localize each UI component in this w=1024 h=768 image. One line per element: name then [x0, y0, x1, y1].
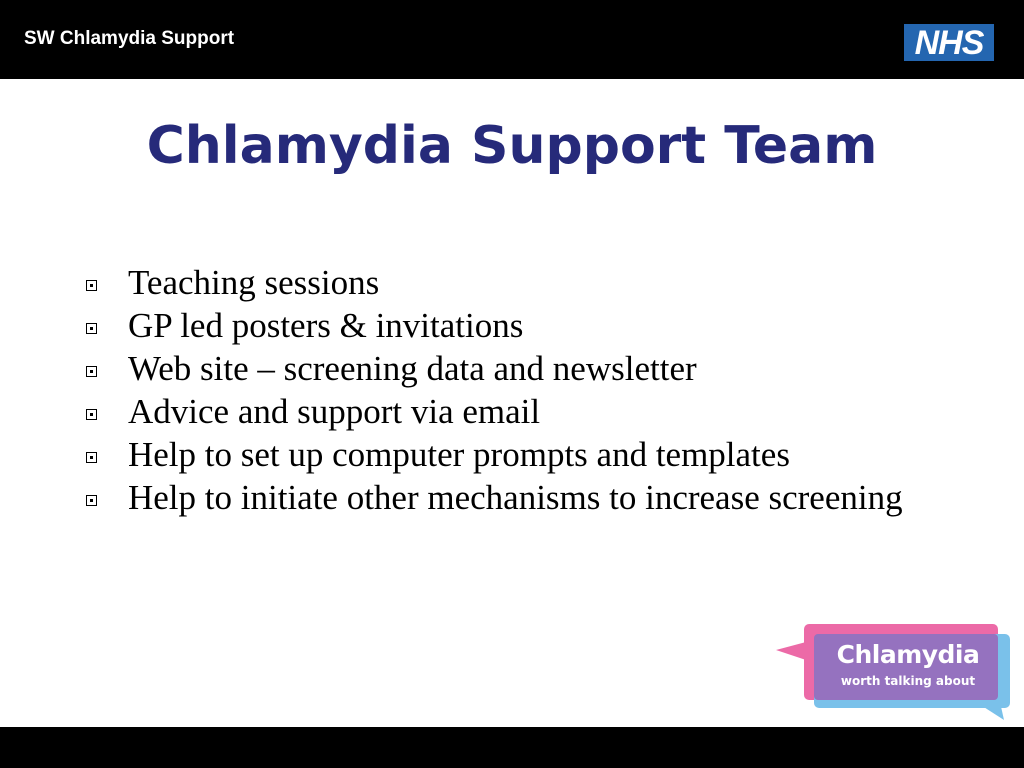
bullet-text: Help to initiate other mechanisms to increase screening [128, 478, 903, 517]
campaign-tagline: worth talking about [840, 674, 976, 688]
footer-bar [0, 727, 1024, 768]
nhs-logo: NHS [904, 24, 994, 61]
bullet-text: GP led posters & invitations [128, 306, 524, 345]
list-item [86, 392, 956, 431]
list-item [86, 435, 956, 474]
list-item [86, 478, 956, 517]
header-title: SW Chlamydia Support [24, 28, 235, 49]
list-item [86, 349, 956, 388]
bullet-list [86, 263, 956, 524]
square-bullet-icon [86, 495, 97, 506]
square-bullet-icon [86, 280, 97, 291]
bullet-text: Web site – screening data and newsletter [128, 349, 697, 388]
bullet-text: Teaching sessions [128, 263, 380, 302]
square-bullet-icon [86, 323, 97, 334]
bullet-text: Advice and support via email [128, 392, 541, 431]
slide-title: Chlamydia Support Team [146, 116, 878, 176]
list-item [86, 263, 956, 302]
square-bullet-icon [86, 452, 97, 463]
chlamydia-campaign-logo [776, 622, 1012, 726]
square-bullet-icon [86, 409, 97, 420]
list-item [86, 306, 956, 345]
campaign-name: Chlamydia [836, 640, 980, 669]
header-bar [0, 0, 1024, 79]
square-bullet-icon [86, 366, 97, 377]
bullet-text: Help to set up computer prompts and templates [128, 435, 790, 474]
